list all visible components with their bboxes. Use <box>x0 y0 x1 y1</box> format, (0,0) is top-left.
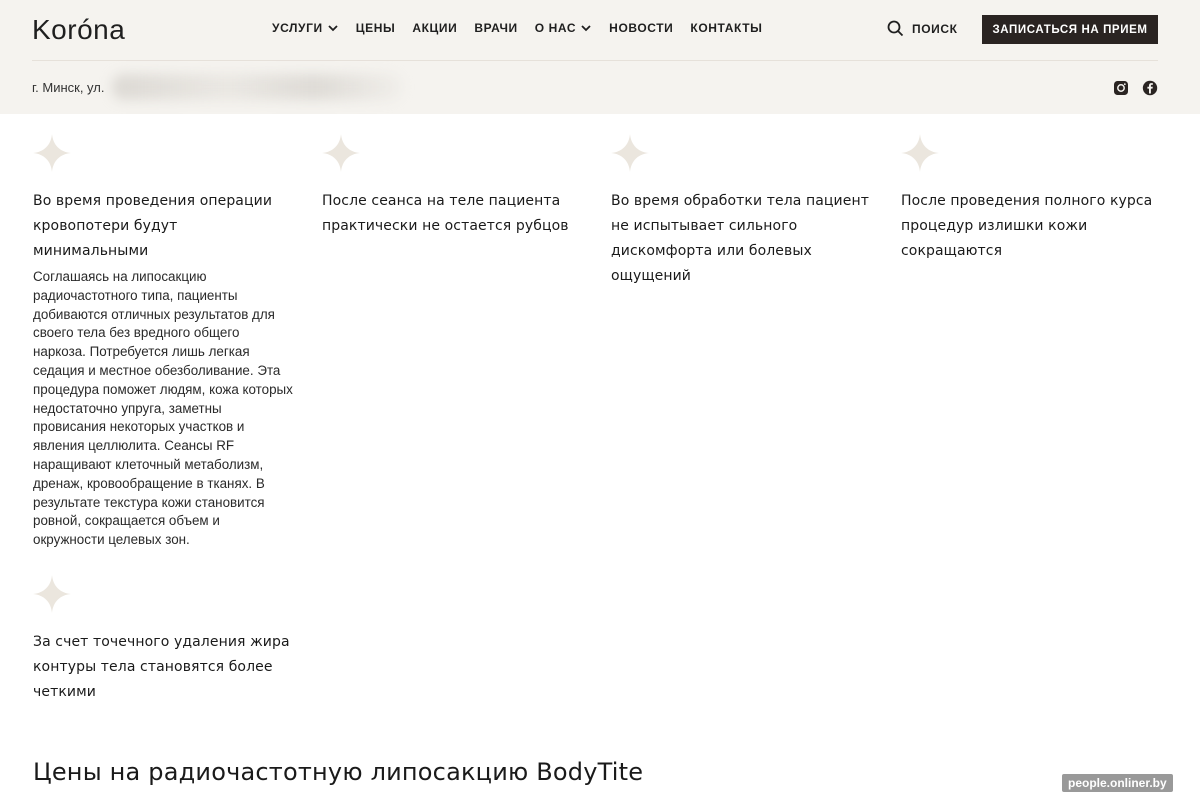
top-bar <box>0 0 1200 60</box>
sparkle-icon <box>901 134 939 172</box>
header-divider <box>32 60 1158 61</box>
feature-title: После проведения полного курса процедур излишки кожи сокращаются <box>901 193 1153 259</box>
main-nav <box>272 21 779 35</box>
search-label: ПОИСК <box>912 21 958 36</box>
feature-title: После сеанса на теле пациента практически не остается рубцов <box>322 193 569 234</box>
nav-item-label: АКЦИИ <box>412 21 458 35</box>
nav-item-news[interactable] <box>609 21 673 35</box>
nav-item-promotions[interactable] <box>412 21 457 35</box>
nav-item-label: КОНТАКТЫ <box>690 21 763 35</box>
feature-title: Во время обработки тела пациент не испытывает сильного дискомфорта или болевых ощущений <box>611 193 869 284</box>
redacted-address-blur <box>112 74 402 100</box>
watermark: people.onliner.by <box>1062 774 1173 792</box>
sparkle-icon <box>322 134 360 172</box>
nav-item-about[interactable] <box>535 21 592 35</box>
nav-item-label: НОВОСТИ <box>609 21 674 35</box>
facebook-icon[interactable] <box>1142 80 1158 96</box>
instagram-icon[interactable] <box>1113 80 1129 96</box>
feature-title: Во время проведения операции кровопотери будут минимальными <box>33 193 273 259</box>
chevron-down-icon <box>327 22 339 34</box>
sparkle-icon <box>611 134 649 172</box>
book-appointment-button[interactable]: ЗАПИСАТЬСЯ НА ПРИЕМ <box>982 15 1158 44</box>
search-icon <box>887 20 904 37</box>
chevron-down-icon <box>580 22 592 34</box>
search-button[interactable] <box>887 20 958 37</box>
nav-item-prices[interactable] <box>356 21 396 35</box>
nav-item-doctors[interactable] <box>474 21 517 35</box>
sparkle-icon <box>33 575 71 613</box>
logo[interactable]: Koróna <box>32 14 126 45</box>
feature-description: Соглашаясь на липосакцию радиочастотного типа, пациенты добиваются отличных результатов для своего тела без вредного общего наркоза. Потребуется лишь легкая седация и местное обезболивание. Эта процедура поможет людям, кожа которых недостаточно упруга, заметны провисания некоторых участков и явления целлюлита. Сеансы RF наращивают клеточный метаболизм, дренаж, кровообращение в тканях. В результате текстура кожи становится ровной, сокращается объем и окружности целевых зон. <box>33 269 293 548</box>
nav-item-services[interactable] <box>272 21 339 35</box>
address-text: г. Минск, ул. <box>32 80 105 95</box>
nav-item-label: ЦЕНЫ <box>355 21 396 35</box>
section-title: Цены на радиочастотную липосакцию BodyTite <box>33 758 644 786</box>
sparkle-icon <box>33 134 71 172</box>
cut-off-text <box>30 114 170 118</box>
nav-item-label: О НАС <box>534 21 577 35</box>
feature-title: За счет точечного удаления жира контуры тела становятся более четкими <box>33 634 290 700</box>
nav-item-label: ВРАЧИ <box>474 21 518 35</box>
nav-item-contacts[interactable] <box>690 21 762 35</box>
nav-item-label: УСЛУГИ <box>272 21 323 35</box>
site-header <box>0 0 1200 114</box>
